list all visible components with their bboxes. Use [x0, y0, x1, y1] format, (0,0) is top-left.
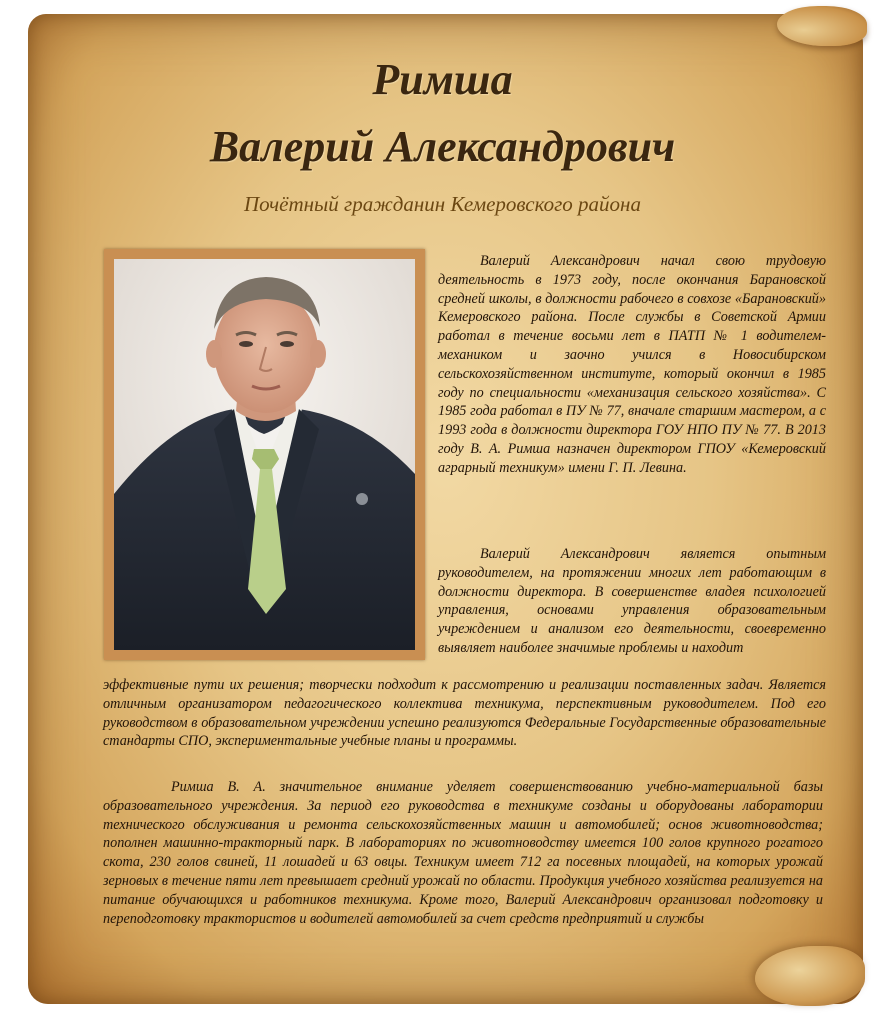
bio-paragraph-1: Валерий Александрович начал свою трудовую деятельность в 1973 году, после окончания Барановской средней школы, в должности рабочего в совхозе «Барановский» Кемеровского района. После службы в Советской Армии работал в течение восьми лет в ПАТП № 1 водителем-механиком и заочно учился в Новосибирском сельскохозяйственном институте, который окончил в 1985 году по специальности «механизация сельского хозяйства». С 1985 года работал в ПУ № 77, вначале старшим мастером, а с 1993 года в должности директора ГОУ НПО ПУ № 77. В 2013 году В. А. Римша назначен директором ГПОУ «Кемеровский аграрный техникум» имени Г. П. Левина.	[438, 253, 826, 476]
bio-paragraph-2: Валерий Александрович является опытным руководителем, на протяжении многих лет работающим в должности директора. В совершенстве владея психологией управления, основами управления образовательным учреждением и анализом его деятельности, своевременно выявляет наиболее значимые проблемы и находит	[438, 546, 826, 656]
portrait-photo	[114, 259, 415, 650]
honor-subtitle: Почётный гражданин Кемеровского района	[244, 192, 641, 216]
scroll-curl-bottom	[755, 946, 865, 1006]
bio-paragraph-3: Римша В. А. значительное внимание уделяет совершенствованию учебно-материальной базы образовательного учреждения. За период его руководства в техникуме созданы и оборудованы лаборатории технического обслуживания и ремонта сельскохозяйственных машин и автомобилей; основ животноводства; пополнен машинно-тракторный парк. В лабораториях по животноводству имеется 100 голов крупного рогатого скота, 230 голов свиней, 11 лошадей и 63 овцы. Техникум имеет 712 га посевных площадей, на которых урожай зерновых в течение пяти лет превышает средний урожай по области. Продукция учебного хозяйства реализуется на питание обучающихся и работников техникума. Кроме того, Валерий Александрович организовал подготовку и переподготовку трактористов и водителей автомобилей за счет средств предприятий и службы	[103, 779, 823, 927]
page-title-name: Валерий Александрович	[209, 122, 676, 171]
page-title-surname: Римша	[372, 55, 513, 104]
bio-paragraph-2-continued: эффективные пути их решения; творчески подходит к рассмотрению и реализации поставленных задач. Является отличным организатором педагогического коллектива техникума, перспективным руководителем. Под его руководством в образовательном учреждении успешно реализуются Федеральные Государственные образовательные стандарты СПО, экспериментальные учебные планы и программы.	[103, 677, 826, 750]
portrait-frame	[104, 249, 425, 660]
